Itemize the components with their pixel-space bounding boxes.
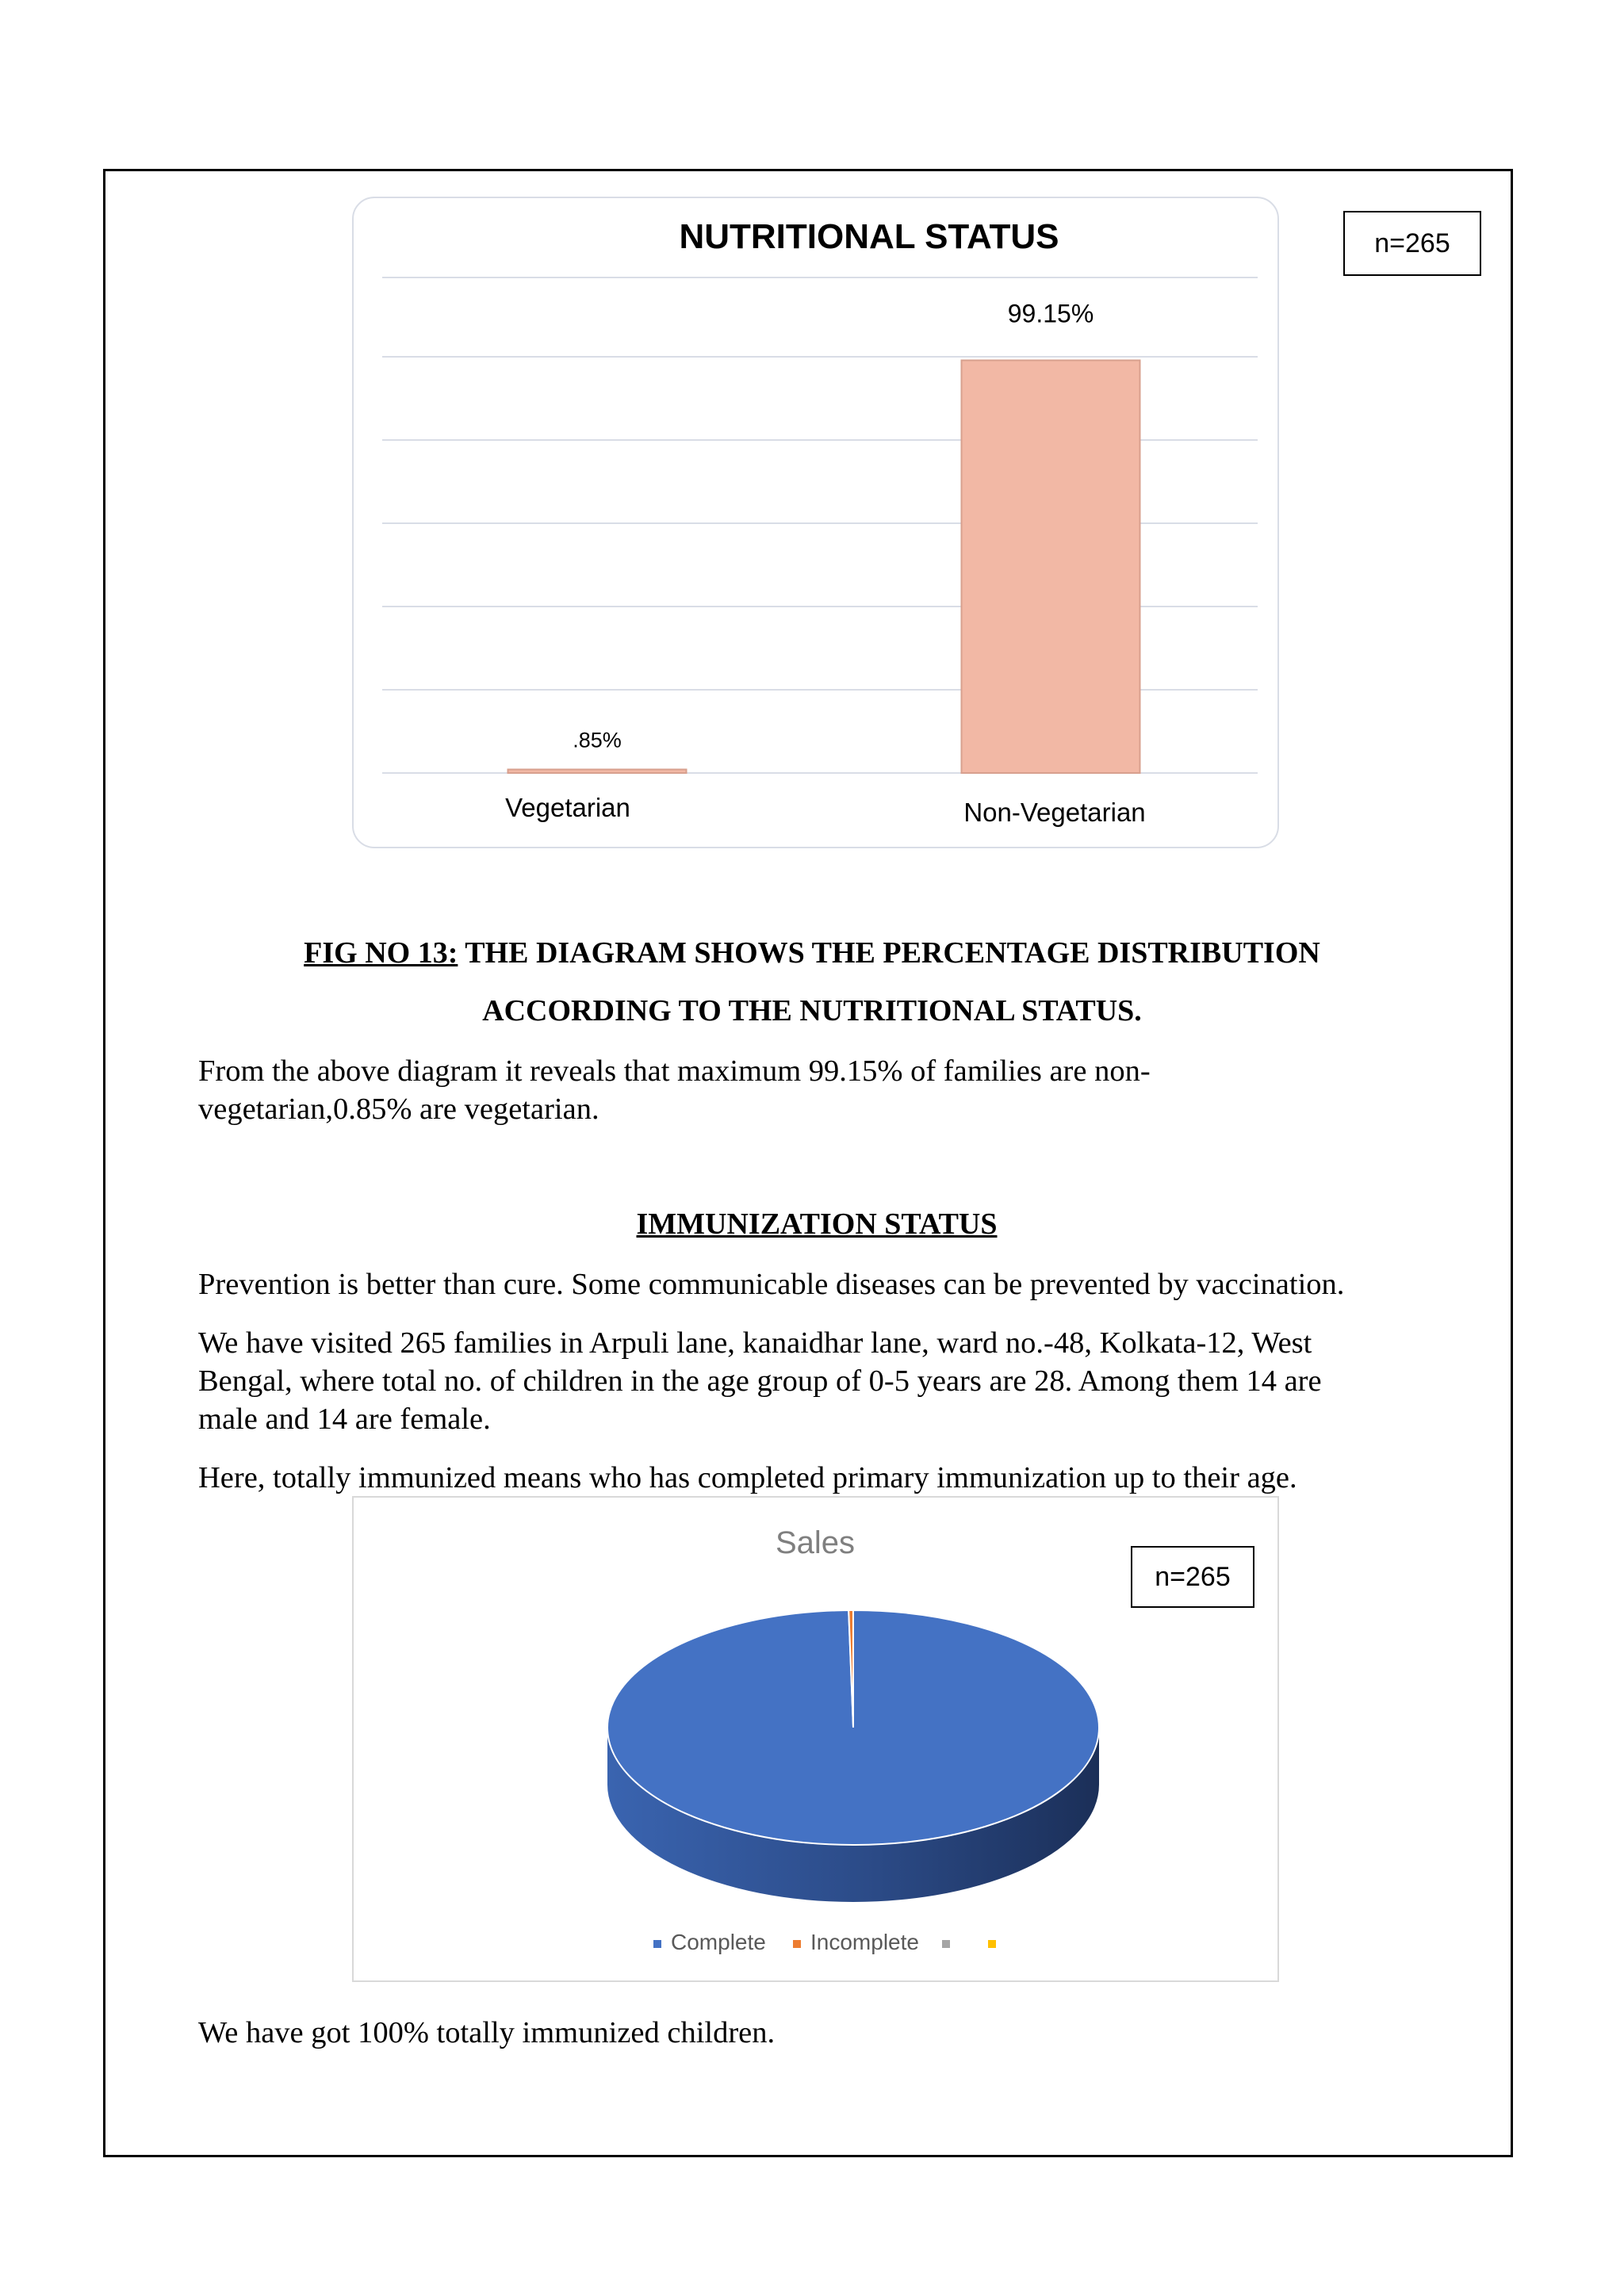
nutritional-status-chart: [352, 197, 1279, 848]
legend-swatch: [942, 1940, 950, 1948]
legend-swatch: [793, 1940, 801, 1948]
bar: [508, 770, 687, 773]
section-heading: IMMUNIZATION STATUS: [636, 1207, 998, 1241]
paragraph-line: We have visited 265 families in Arpuli lane, kanaidhar lane, ward no.-48, Kolkata-12, West: [198, 1326, 1312, 1360]
figure-number: FIG NO 13:: [304, 936, 458, 970]
category-label: Vegetarian: [505, 793, 630, 822]
chart-title: NUTRITIONAL STATUS: [679, 217, 1059, 256]
sample-size-badge: n=265: [1343, 211, 1481, 276]
figure-caption-line1: [198, 936, 1426, 970]
legend-swatch: [988, 1940, 996, 1948]
paragraph-line: vegetarian,0.85% are vegetarian.: [198, 1093, 599, 1126]
figure-caption-line2: ACCORDING TO THE NUTRITIONAL STATUS.: [482, 994, 1142, 1027]
sample-size-badge: n=265: [1131, 1546, 1254, 1608]
data-label: 99.15%: [1007, 299, 1094, 328]
category-label: Non-Vegetarian: [963, 798, 1146, 827]
chart-title: Sales: [775, 1525, 856, 1560]
bar: [962, 360, 1140, 773]
paragraph: Prevention is better than cure. Some communicable diseases can be prevented by vaccination.: [198, 1268, 1345, 1301]
paragraph: Here, totally immunized means who has completed primary immunization up to their age.: [198, 1461, 1297, 1494]
data-label: .85%: [573, 728, 622, 752]
bar-chart-svg: [354, 198, 1281, 850]
paragraph-line: From the above diagram it reveals that maximum 99.15% of families are non-: [198, 1054, 1151, 1088]
figure-caption-text: THE DIAGRAM SHOWS THE PERCENTAGE DISTRIBUTION: [458, 936, 1320, 970]
legend-label: Incomplete: [810, 1930, 919, 1954]
legend-label: Complete: [671, 1930, 766, 1954]
paragraph-line: Bengal, where total no. of children in the age group of 0-5 years are 28. Among them 14 are: [198, 1364, 1322, 1398]
legend-swatch: [653, 1940, 661, 1948]
paragraph-line: male and 14 are female.: [198, 1402, 491, 1436]
paragraph: We have got 100% totally immunized children.: [198, 2016, 776, 2049]
